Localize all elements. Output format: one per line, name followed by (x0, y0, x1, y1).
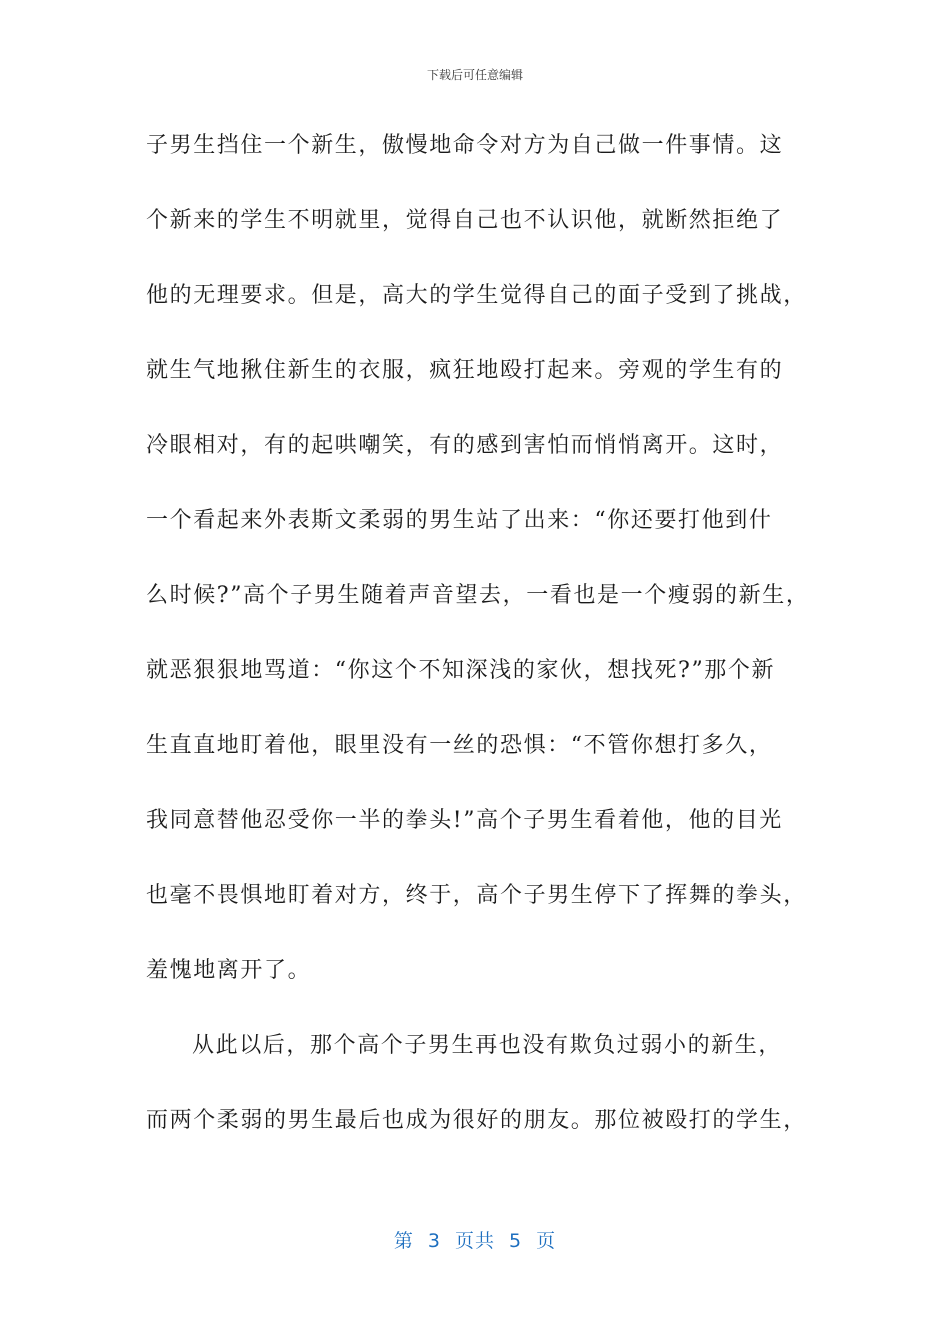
text-line: 么时候?”高个子男生随着声音望去，一看也是一个瘦弱的新生， (146, 583, 810, 608)
paragraph-start-line: 从此以后，那个高个子男生再也没有欺负过弱小的新生， (192, 1033, 783, 1058)
page-header-note: 下载后可任意编辑 (426, 68, 523, 82)
total-pages-number: 5 (509, 1230, 523, 1252)
text-line: 就生气地揪住新生的衣服，疯狂地殴打起来。旁观的学生有的 (146, 358, 784, 383)
text-line: 也毫不畏惧地盯着对方，终于，高个子男生停下了挥舞的拳头， (146, 883, 807, 908)
footer-prefix: 第 (393, 1230, 414, 1252)
text-line: 他的无理要求。但是，高大的学生觉得自己的面子受到了挑战， (146, 283, 807, 308)
text-line: 生直直地盯着他，眼里没有一丝的恐惧：“不管你想打多久， (146, 733, 773, 758)
text-line: 就恶狠狠地骂道：“你这个不知深浅的家伙，想找死?”那个新 (146, 658, 776, 683)
text-line: 而两个柔弱的男生最后也成为很好的朋友。那位被殴打的学生， (146, 1108, 807, 1133)
current-page-number: 3 (427, 1230, 441, 1252)
document-body (146, 120, 818, 1170)
text-line: 子男生挡住一个新生，傲慢地命令对方为自己做一件事情。这 (146, 133, 784, 158)
text-line: 羞愧地离开了。 (146, 958, 312, 983)
text-line: 个新来的学生不明就里，觉得自己也不认识他，就断然拒绝了 (146, 208, 784, 233)
text-line: 一个看起来外表斯文柔弱的男生站了出来：“你还要打他到什 (146, 508, 773, 533)
footer-suffix: 页 (536, 1230, 557, 1252)
text-line: 我同意替他忍受你一半的拳头!”高个子男生看着他，他的目光 (146, 808, 783, 833)
text-line: 冷眼相对，有的起哄嘲笑，有的感到害怕而悄悄离开。这时， (146, 433, 784, 458)
footer-middle: 页共 (454, 1230, 495, 1252)
page-footer (0, 1226, 950, 1253)
